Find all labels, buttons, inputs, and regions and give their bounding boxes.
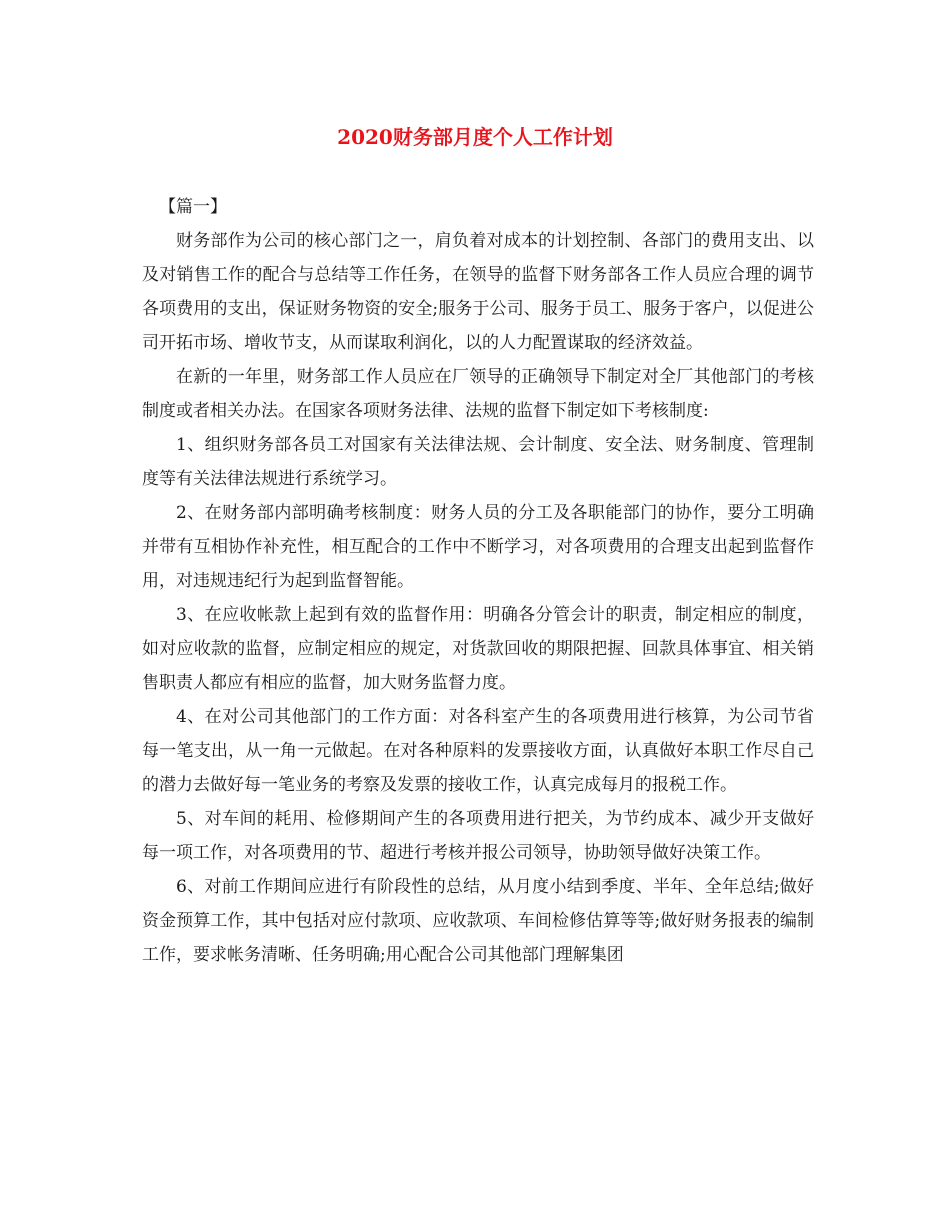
document-body [142,190,814,972]
paragraph-item-1: 1、组织财务部各员工对国家有关法律法规、会计制度、安全法、财务制度、管理制度等有关法律法规进行系统学习。 [142,435,814,489]
section-heading: 【篇一】 [159,197,227,217]
document-title: 2020财务部月度个人工作计划 [337,125,613,149]
paragraph-item-6: 6、对前工作期间应进行有阶段性的总结，从月度小结到季度、半年、全年总结;做好资金预算工作，其中包括对应付款项、应收款项、车间检修估算等等;做好财务报表的编制工作，要求帐务清晰、任务明确;用心配合公司其他部门理解集团 [142,877,814,965]
paragraph-new-year: 在新的一年里，财务部工作人员应在厂领导的正确领导下制定对全厂其他部门的考核制度或者相关办法。在国家各项财务法律、法规的监督下制定如下考核制度: [142,367,814,421]
paragraph-item-5: 5、对车间的耗用、检修期间产生的各项费用进行把关，为节约成本、减少开支做好每一项工作，对各项费用的节、超进行考核并报公司领导，协助领导做好决策工作。 [142,809,814,863]
paragraph-item-2: 2、在财务部内部明确考核制度：财务人员的分工及各职能部门的协作，要分工明确并带有互相协作补充性，相互配合的工作中不断学习，对各项费用的合理支出起到监督作用，对违规违纪行为起到监督智能。 [142,503,814,591]
paragraph-intro: 财务部作为公司的核心部门之一，肩负着对成本的计划控制、各部门的费用支出、以及对销售工作的配合与总结等工作任务，在领导的监督下财务部各工作人员应合理的调节各项费用的支出，保证财务物资的安全;服务于公司、服务于员工、服务于客户，以促进公司开拓市场、增收节支，从而谋取利润化，以的人力配置谋取的经济效益。 [142,231,814,353]
paragraph-item-3: 3、在应收帐款上起到有效的监督作用：明确各分管会计的职责，制定相应的制度，如对应收款的监督，应制定相应的规定，对货款回收的期限把握、回款具体事宜、相关销售职责人都应有相应的监督，加大财务监督力度。 [142,605,814,693]
paragraph-item-4: 4、在对公司其他部门的工作方面：对各科室产生的各项费用进行核算，为公司节省每一笔支出，从一角一元做起。在对各种原料的发票接收方面，认真做好本职工作尽自己的潜力去做好每一笔业务的考察及发票的接收工作，认真完成每月的报税工作。 [142,707,814,795]
